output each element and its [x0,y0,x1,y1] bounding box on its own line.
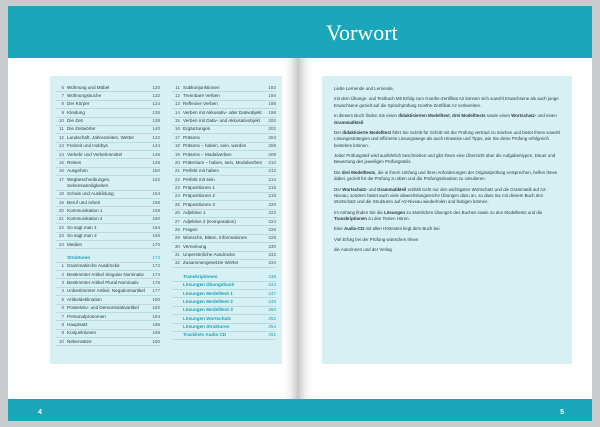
entry-page: 144 [152,143,160,149]
toc-entry [56,305,160,313]
toc-entry [56,191,160,199]
paragraph: Der Wortschatz- und Grammatikteil enthält nicht nur den wichtigsten Wortschatz und die Grammatik auf A2-Niveau, sondern bietet auch viele abwechslungsreiche Übungen dazu an, so dass Sie mit diesem Buch den Wortschatz und die Strukturen auf A2-Niveau wiederholen und festigen können. [334,186,547,205]
toc-entry [172,109,276,117]
toc-entry [56,84,160,92]
toc-entry [172,101,276,109]
toc-entry [56,199,160,207]
entry-number: 8 [61,321,64,327]
toc-entry [56,271,160,279]
entry-page: 172 [152,254,160,260]
entry-title: Kommunikation 2 [67,216,103,222]
toc-entry [56,224,160,232]
entry-title: Perfekt mit haben [183,168,220,174]
entry-page: 222 [268,210,276,216]
foreword-box [322,76,572,364]
entry-title: Die Zeitwörter [67,126,96,132]
entry-number: 7 [61,92,64,98]
toc-entry [172,159,276,167]
entry-number: 10 [58,338,64,344]
entry-page: 176 [152,280,160,286]
entry-title: Unbestimmter Artikel, Negationsartikel [67,288,145,294]
entry-number: 32 [174,260,180,266]
toc-entry [172,126,276,134]
entry-number: 24 [58,241,64,247]
entry-page: 249 [268,298,276,304]
entry-title: Freizeit und Hobbys [67,143,108,149]
entry-title: Der Körper [67,101,90,107]
entry-page: 136 [152,109,160,115]
toc-entry [172,315,276,323]
entry-page: 164 [152,224,160,230]
toc-entry [56,207,160,215]
entry-number: 7 [61,313,64,319]
entry-page: 196 [268,101,276,107]
entry-title: Fragen [183,226,198,232]
entry-title: Perfekt mit sein [183,176,215,182]
entry-number: 6 [61,84,64,90]
entry-title: Konjunktionen [67,330,97,336]
toc-entry [56,330,160,338]
entry-page: 180 [152,296,160,302]
entry-page: 210 [268,159,276,165]
entry-number: 15 [58,159,64,165]
entry-number: 22 [58,224,64,230]
toc-entry [56,241,160,249]
entry-number: 9 [61,330,64,336]
entry-title: So sagt man 2 [67,233,97,239]
entry-number: 11 [59,126,64,132]
entry-title: Schule und Ausbildung [67,191,114,197]
entry-page: 244 [268,282,276,288]
entry-number: 15 [174,118,180,124]
toc-entry [172,193,276,201]
entry-title: Verben mit Dativ- und Akkusativobjekt [183,118,261,124]
toc-entry [172,252,276,260]
entry-title: Präpositionen 1 [183,185,215,191]
toc-entry [56,296,160,304]
entry-number: 9 [61,109,64,115]
toc-column-left [56,84,160,346]
toc-column-right [172,84,276,340]
entry-number: 23 [58,233,64,239]
entry-page: 150 [152,168,160,174]
entry-title: Verben mit Akkusativ- oder Dativobjekt [183,109,262,115]
entry-number: 13 [58,143,64,149]
entry-title: Verkehr und Verkehrsmittel [67,151,123,157]
paragraph: Im Anhang finden Sie die Lösungen zu sämtlichen Übungen des Buches sowie zu den Modelltests und die Transkriptionen zu den Texten Hören. [334,209,543,221]
toc-entry [172,273,276,281]
entry-title: Subkonjunktionen [183,84,220,90]
entry-number: 20 [58,208,64,214]
entry-number: 2 [61,271,64,277]
toc-entry [172,176,276,184]
entry-number: 25 [174,201,180,207]
toc-entry [172,118,276,126]
toc-entry [56,92,160,100]
entry-page: 224 [268,218,276,224]
entry-number: 14 [174,109,180,115]
entry-number: 21 [58,216,64,222]
entry-title: Hauptsatz [67,321,88,327]
entry-title: Lösungen Modelltest 2 [183,298,233,304]
signature: die Autorinnen und der Verlag [334,247,392,253]
toc-entry [172,151,276,159]
toc-entry [172,143,276,151]
book-spread [8,6,592,421]
page-title: Vorwort [326,20,398,45]
entry-page: 152 [152,176,160,182]
entry-page: 220 [268,201,276,207]
entry-page: 206 [268,143,276,149]
table-of-contents [50,76,282,364]
entry-number: 17 [174,134,180,140]
entry-number: 18 [174,143,180,149]
entry-title: Grammatische Ausdrücke [67,263,120,269]
entry-title: Unpersönliche Ausdrücke [183,252,236,258]
entry-title: Artikeldeklination [67,296,102,302]
toc-entry [56,254,160,262]
toc-entry [56,134,160,142]
paragraph: In diesem Buch finden Sie einen didaktisierten Modelltest, drei Modelltests sowie einen Wortschatz- und einen Grammatikteil. [334,113,557,125]
entry-page: 250 [268,307,276,313]
entry-page: 232 [268,252,276,258]
entry-page: 177 [152,288,160,294]
toc-entry [172,226,276,234]
entry-page: 261 [268,332,276,338]
entry-title: Tracklists Audio CD [183,332,227,338]
entry-page: 174 [152,271,160,277]
entry-page: 146 [152,151,160,157]
entry-number: 31 [174,252,180,258]
entry-page: 148 [152,159,160,165]
entry-title: Adjektive 2 (Komparation) [183,218,236,224]
entry-number: 22 [174,176,180,182]
toc-entry [56,176,160,191]
entry-page: 184 [152,313,160,319]
entry-page: 142 [152,134,160,140]
entry-title: Ausgehen [67,168,88,174]
entry-page: 158 [152,208,160,214]
toc-entry [172,210,276,218]
entry-page: 134 [152,101,160,107]
entry-number: 1 [61,263,64,269]
entry-page: 198 [268,109,276,115]
entry-number: 18 [58,191,64,197]
entry-title: Kleidung [67,109,85,115]
entry-title: Reisen [67,159,82,165]
foreword-text [334,86,560,258]
entry-title: Wohnungssuche [67,92,102,98]
entry-page: 138 [152,118,160,124]
entry-number: 20 [174,159,180,165]
entry-page: 132 [152,92,160,98]
entry-page: 194 [268,92,276,98]
toc-entry [56,151,160,159]
entry-page: 254 [268,324,276,330]
entry-page: 212 [268,168,276,174]
toc-entry [56,143,160,151]
entry-page: 218 [268,193,276,199]
paragraph: Jeder Prüfungsteil wird ausführlich beschrieben und gibt Ihnen eine Übersicht über die Aufgabentypen, Dauer und Bewertung des jeweiligen Prüfungsteils. [334,153,556,165]
entry-title: Trennbare Verben [183,92,220,98]
entry-page: 170 [152,241,160,247]
entry-title: Transkriptionen [183,273,218,279]
entry-number: 21 [174,168,180,174]
paragraph: Die drei Modelltests, die in ihrem Umfang und ihren Anforderungen der Originalprüfung entsprechen, helfen Ihnen dabei, gezielt für die Prüfung zu üben und die Prüfungssituation zu simulieren. [334,169,558,182]
entry-number: 26 [174,210,180,216]
toc-entry [56,279,160,287]
entry-page: 252 [268,315,276,321]
entry-page: 182 [152,305,160,311]
entry-number: 30 [174,243,180,249]
entry-page: 160 [152,216,160,222]
entry-number: 14 [58,151,64,157]
entry-page: 216 [268,185,276,191]
entry-title: Wegbeschreibungen, Sehenswürdigkeiten [67,176,111,188]
toc-entry [56,321,160,329]
entry-page: 234 [268,260,276,266]
toc-entry [56,159,160,167]
entry-title: Präpositionen 3 [183,201,215,207]
entry-page: 226 [268,226,276,232]
page-number: 5 [560,409,564,416]
entry-title: Kommunikation 1 [67,208,103,214]
paragraph: mit dem Übungs- und Testbuch Mit Erfolg zum Goethe-Zertifikat A2 können sich sowohl Erwachsene als auch junge Erwachsene gezielt auf die Sprachprüfung Goethe-Zertifikat A2 vorbereiten. [334,96,559,108]
toc-entry [172,84,276,92]
bottom-band [298,399,592,421]
entry-title: Verneinung [183,243,207,249]
entry-title: Possessiv- und Demonstrativartikel [67,305,139,311]
entry-page: 228 [268,235,276,241]
entry-page: 202 [268,126,276,132]
right-page [298,6,592,421]
entry-title: Präsens – haben, sein, werden [183,143,247,149]
entry-title: Zusammengesetzte Wörter [183,260,239,266]
entry-title: Lösungen Modelltest 1 [183,290,233,296]
entry-title: Lösungen Übungsbuch [183,282,235,288]
entry-page: 166 [152,233,160,239]
entry-title: Präpositionen 2 [183,193,215,199]
entry-title: Wünsche, Bitten, Informationen [183,235,248,241]
entry-number: 17 [58,176,64,182]
entry-number: 23 [174,185,180,191]
entry-number: 24 [174,193,180,199]
toc-entry [172,201,276,209]
entry-title: Personalpronomen [67,313,106,319]
entry-title: So sagt man 1 [67,224,97,230]
entry-page: 156 [152,199,160,205]
paragraph: Eine Audio-CD mit allen Hörtexten liegt dem Buch bei. [334,226,441,232]
toc-entry [172,282,276,290]
entry-number: 4 [61,288,64,294]
toc-entry [172,260,276,268]
entry-page: 154 [152,191,160,197]
top-band [298,6,592,58]
toc-entry [172,290,276,298]
toc-entry [172,235,276,243]
entry-number: 28 [174,226,180,232]
entry-page: 230 [268,243,276,249]
entry-page: 214 [268,176,276,182]
entry-number: 8 [61,101,64,107]
paragraph: Viel Erfolg bei der Prüfung wünschen Ihnen [334,236,419,242]
entry-title: Die Zeit [67,118,83,124]
entry-number: 3 [61,280,64,286]
entry-title: Beruf und Arbeit [67,199,100,205]
entry-number: 16 [58,168,64,174]
entry-number: 16 [174,126,180,132]
entry-title: Reflexive Verben [183,101,218,107]
toc-entry [56,109,160,117]
entry-title: Präsens [183,134,200,140]
entry-title: Lösungen Strukturen [183,324,230,330]
entry-number: 19 [174,151,180,157]
toc-entry [172,218,276,226]
greeting: Liebe Lernende und Lernende, [334,86,395,91]
entry-page: 186 [152,321,160,327]
toc-entry [172,307,276,315]
toc-entry [172,134,276,142]
entry-page: 188 [152,330,160,336]
toc-entry [56,288,160,296]
entry-title: Bestimmter Artikel Singular Nominativ [67,271,144,277]
entry-number: 19 [58,199,64,205]
toc-entry [56,338,160,346]
toc-entry [172,298,276,306]
entry-page: 247 [268,290,276,296]
toc-entry [56,126,160,134]
toc-entry [172,92,276,100]
page-number: 4 [38,409,42,416]
entry-page: 130 [152,84,160,90]
entry-title: Wohnung und Möbel [67,84,110,90]
entry-number: 12 [58,134,64,140]
toc-entry [172,168,276,176]
entry-title: Ergänzungen [183,126,211,132]
toc-entry [56,216,160,224]
entry-page: 204 [268,134,276,140]
top-band [8,6,298,58]
entry-number: 27 [174,218,180,224]
entry-title: Strukturen [67,254,91,260]
left-page [8,6,298,421]
entry-page: 140 [152,126,160,132]
entry-page: 208 [268,151,276,157]
entry-number: 10 [58,118,64,124]
entry-number: 11 [175,84,180,90]
toc-entry [172,185,276,193]
toc-entry [172,243,276,251]
entry-title: Adjektive 1 [183,210,206,216]
entry-title: Bestimmter Artikel Plural Nominativ [67,280,139,286]
toc-entry [56,118,160,126]
entry-title: Landschaft, Jahreszeiten, Wetter [67,134,135,140]
entry-number: 5 [61,296,64,302]
entry-page: 172 [152,263,160,269]
entry-number: 29 [174,235,180,241]
toc-entry [56,101,160,109]
toc-entry [56,313,160,321]
entry-page: 190 [152,338,160,344]
toc-entry [56,263,160,271]
toc-entry [56,168,160,176]
entry-title: Präteritum – haben, sein, Modalverben [183,159,263,165]
bottom-band [8,399,298,421]
entry-title: Nebensätze [67,338,92,344]
entry-title: Lösungen Modelltest 3 [183,307,233,313]
entry-page: 236 [268,273,276,279]
toc-entry [172,324,276,332]
entry-number: 13 [174,101,180,107]
toc-entry [172,332,276,340]
entry-title: Lösungen Wortschatz [183,315,231,321]
entry-number: 6 [61,305,64,311]
entry-page: 200 [268,118,276,124]
entry-title: Präsens – Modalverben [183,151,232,157]
toc-entry [56,233,160,241]
entry-page: 192 [268,84,276,90]
entry-title: Medien [67,241,83,247]
entry-number: 12 [174,92,180,98]
paragraph: Der didaktisierte Modelltest führt Sie Schritt für Schritt mit der Prüfung vertraut zu machen und bietet Ihnen sowohl Lösungsstrategien und effiziente Lösungswege als auch Hinweise und Tipps, wie Sie diese Prüfung erfolgreich bestehen können. [334,129,560,148]
